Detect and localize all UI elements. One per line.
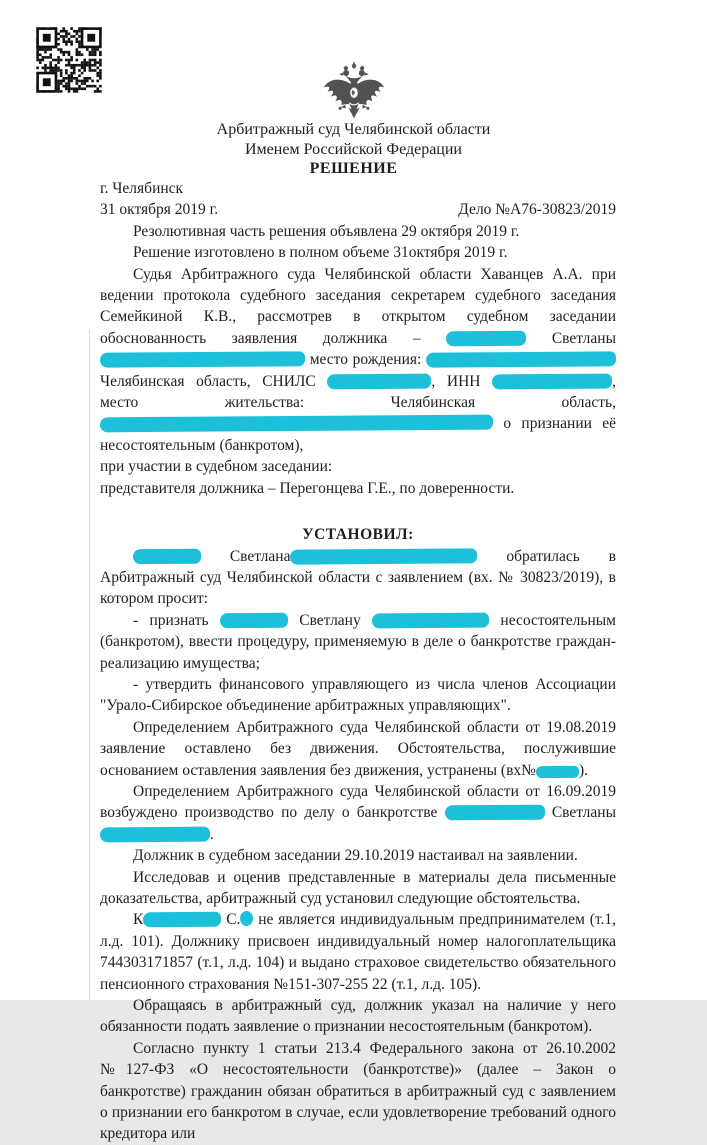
case-number: Дело №А76-30823/2019	[458, 201, 616, 219]
paragraph-request-recognize	[100, 610, 616, 674]
text-run: К	[133, 911, 144, 929]
text-run: Светланы	[526, 329, 616, 347]
text-run: обратилась в Арбитражный суд Челябинской области с заявлением (вх. № 30823/2019), в котором просит:	[100, 547, 616, 608]
redaction-mark	[143, 912, 221, 928]
redaction-mark	[100, 352, 305, 368]
text-run: место рождения:	[305, 351, 426, 369]
text-run: Челябинская область, СНИЛС	[100, 372, 328, 390]
redaction-mark	[220, 612, 288, 627]
redaction-mark	[492, 373, 612, 389]
paragraph-ruling-16-09	[100, 781, 616, 845]
text-run: Должник в судебном заседании 29.10.2019 настаивал на заявлении.	[133, 847, 578, 865]
text-run: Светланы	[544, 804, 616, 822]
text-run: - признать	[133, 611, 220, 629]
scan-artifact-line	[89, 330, 90, 1000]
decision-date: 31 октября 2019 г.	[100, 201, 219, 219]
text-run: Определением Арбитражного суда Челябинской области от 19.08.2019 заявление оставлено без движения. Обстоятельства, послужившие основанием оставления заявления без движения, устранены (вх№	[100, 718, 616, 779]
court-name: Арбитражный суд Челябинской области	[216, 121, 491, 138]
redaction-mark	[133, 548, 201, 563]
document-content	[100, 178, 616, 1145]
redaction-mark	[372, 612, 489, 628]
text-run: Резолютивная часть решения объявлена 29 октября 2019 г.	[133, 222, 520, 240]
paragraph-judge-intro	[100, 264, 616, 457]
document-body	[100, 221, 616, 1145]
in-name-of-line: Именем Российской Федерации	[245, 140, 462, 158]
redaction-mark	[445, 805, 545, 821]
redaction-mark	[100, 826, 210, 842]
text-run: ).	[578, 761, 588, 779]
paragraph-application	[100, 546, 616, 610]
paragraph-resolutive-part	[100, 221, 616, 242]
redaction-mark	[240, 911, 253, 926]
text-run: представителя должника – Перегонцева Г.Е., по доверенности.	[100, 479, 515, 497]
paragraph-ruling-19-08	[100, 717, 616, 781]
decision-title: РЕШЕНИЕ	[309, 160, 398, 177]
text-run: Согласно пункту 1 статьи 213.4 Федерального закона от 26.10.2002 №127-ФЗ «О несостоятельности (банкротстве)» (далее – Закон о банкротстве) гражданин обязан обратиться в арбитражный суд с заявлением о признании его банкротом в случае, если удовлетворение требований одного кредитора или	[100, 1039, 616, 1143]
redaction-mark	[426, 352, 616, 368]
text-run: о признании её несостоятельным (банкротом),	[100, 415, 616, 454]
paragraph-request-manager	[100, 674, 616, 717]
text-run: УСТАНОВИЛ:	[302, 526, 414, 544]
text-run: С.	[221, 911, 241, 929]
text-run: Обращаясь в арбитражный суд, должник указал на наличие у него обязанности подать заявление о признании несостоятельным (банкротом).	[100, 997, 616, 1036]
text-run: , место жительства: Челябинская область,	[100, 372, 616, 412]
text-run: .	[210, 825, 214, 843]
document-header	[0, 120, 707, 179]
redaction-mark	[100, 415, 493, 433]
city-line: г. Челябинск	[100, 180, 184, 197]
redaction-mark	[446, 331, 526, 347]
redaction-mark	[290, 548, 477, 564]
paragraph-full-text-date	[100, 242, 616, 263]
text-run: несостоятельным (банкротом), ввести процедуру, применяемую в деле о банкротстве граждан- реализацию имущества;	[100, 611, 616, 672]
text-run: при участии в судебном заседании:	[100, 458, 333, 476]
redaction-mark	[327, 373, 431, 389]
text-run: - утвердить финансового управляющего из числа членов Ассоциации "Урало-Сибирское объединение арбитражных управляющих".	[100, 675, 616, 715]
text-run: Светлана	[201, 547, 291, 565]
paragraph-debtor-facts	[100, 909, 616, 995]
redaction-mark	[536, 765, 579, 777]
paragraph-ustanovil-heading	[100, 524, 616, 545]
text-run: Судья Арбитражного суда Челябинской области Хаванцев А.А. при ведении протокола судебного заседания секретарем судебного заседания Семейкиной К.В., рассмотрев в открытом судебном заседании обоснованность заявления должника –	[100, 265, 616, 347]
text-run: Светлану	[287, 611, 373, 629]
paragraph-participants	[100, 456, 616, 477]
date-case-row	[100, 199, 616, 220]
text-run: , ИНН	[431, 372, 493, 390]
paragraph-obligation	[100, 995, 616, 1038]
text-run: Определением Арбитражного суда Челябинской области от 16.09.2019 возбуждено производство по делу о банкротстве	[100, 782, 616, 822]
paragraph-debtor-insisted	[100, 845, 616, 866]
text-run: Исследовав и оценив представленные в материалы дела письменные доказательства, арбитражный суд установил следующие обстоятельства.	[100, 868, 616, 907]
text-run: Решение изготовлено в полном объеме 31октября 2019 г.	[133, 244, 508, 262]
paragraph-evidence	[100, 867, 616, 910]
text-run: не является индивидуальным предпринимателем (т.1, л.д. 101). Должнику присвоен индивидуальный номер налогоплательщика 744303171857 (т.1, л.д. 104) и выдано страховое свидетельство обязательного пенсионного страхования №151-307-255 22 (т.1, л.д. 105).	[100, 911, 616, 993]
paragraph-law-citation	[100, 1038, 616, 1145]
paragraph-representative	[100, 478, 616, 499]
coat-of-arms-icon	[0, 62, 707, 120]
